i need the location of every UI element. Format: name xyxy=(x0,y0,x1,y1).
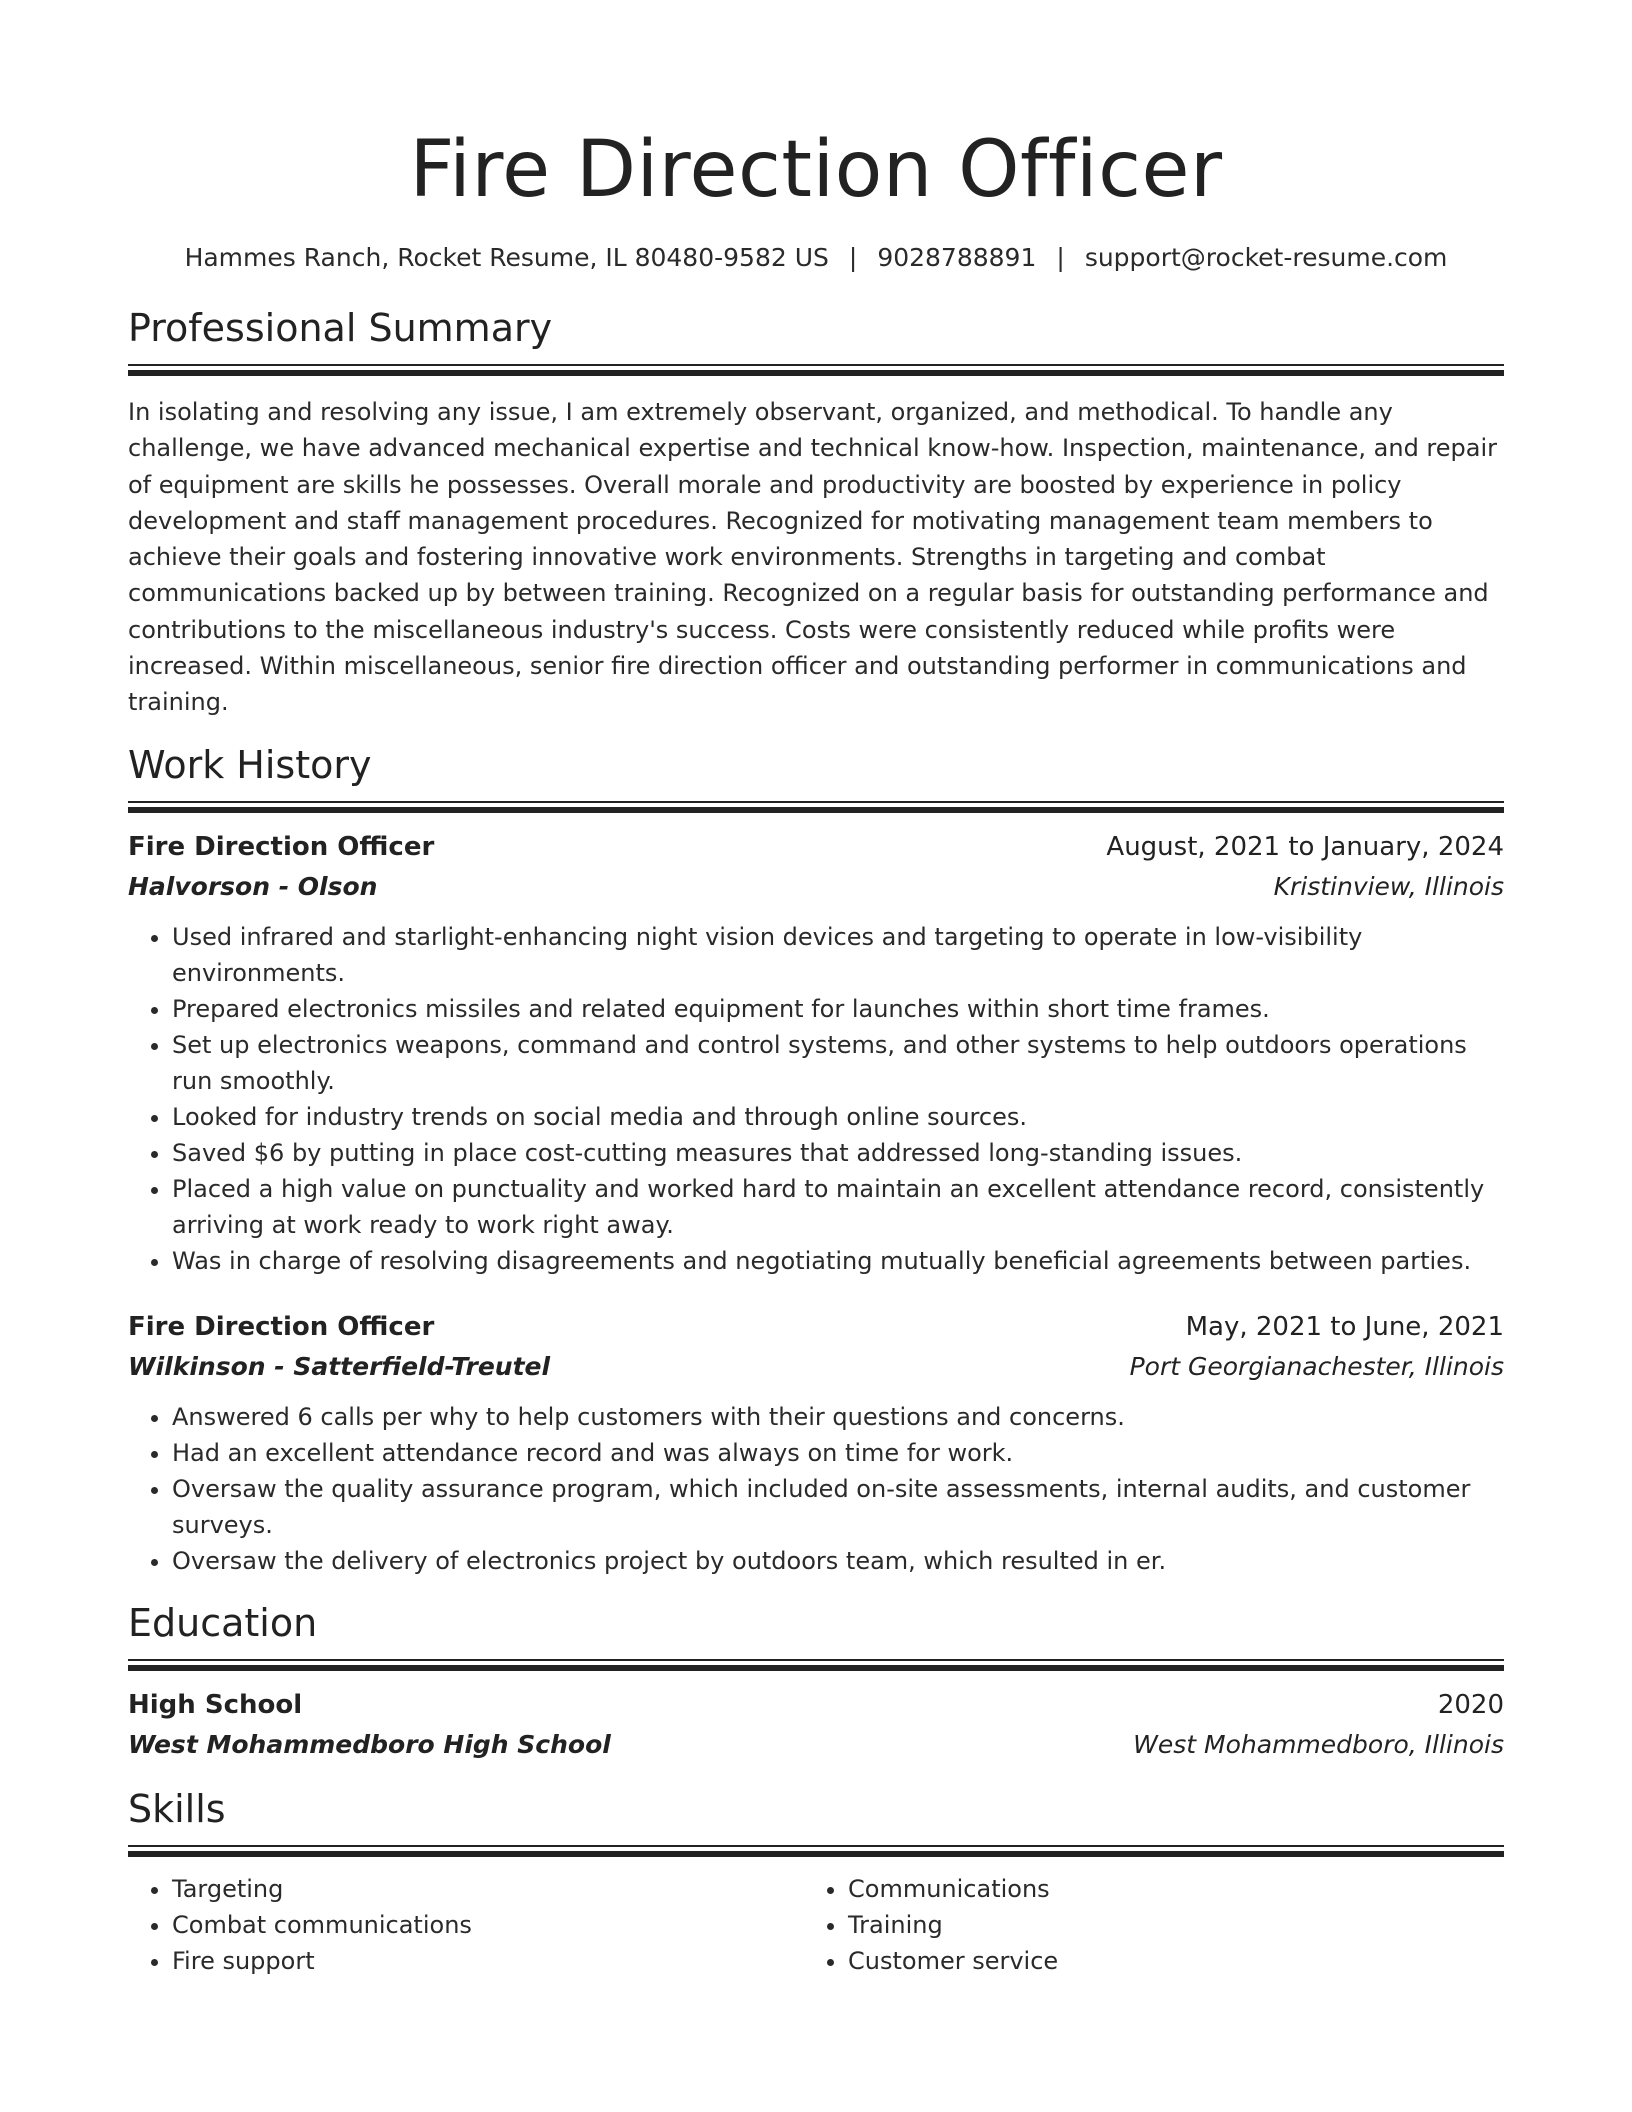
section-divider-thick xyxy=(128,1665,1504,1671)
education-degree: High School xyxy=(128,1689,303,1720)
resume-name: Fire Direction Officer xyxy=(409,125,1223,215)
education-school: West Mohammedboro High School xyxy=(128,1729,611,1759)
skills-list-right xyxy=(804,1871,1480,1979)
job-location: Kristinview, Illinois xyxy=(1273,871,1504,901)
section-divider xyxy=(128,1845,1504,1847)
list-item: • Prepared electronics missiles and related equipment for launches within short time frames. xyxy=(172,991,1504,1027)
skills-section xyxy=(128,1785,1504,1979)
contact-address: Hammes Ranch, Rocket Resume, IL 80480-9582 US xyxy=(184,243,829,272)
skill-item: • Communications xyxy=(848,1871,1480,1907)
job-company-row xyxy=(128,867,1504,907)
list-item: • Looked for industry trends on social media and through online sources. xyxy=(172,1099,1504,1135)
skill-item: • Targeting xyxy=(172,1871,804,1907)
section-divider-thick xyxy=(128,1851,1504,1857)
section-divider xyxy=(128,801,1504,803)
summary-section xyxy=(128,304,1504,721)
job-header-row xyxy=(128,827,1504,867)
skill-item: • Customer service xyxy=(848,1943,1480,1979)
list-item: • Was in charge of resolving disagreements and negotiating mutually beneficial agreements between parties. xyxy=(172,1243,1504,1279)
contact-phone: 9028788891 xyxy=(877,243,1037,272)
work-history-section xyxy=(128,741,1504,1579)
education-year: 2020 xyxy=(1437,1689,1504,1720)
skills-columns xyxy=(128,1871,1504,1979)
skill-item: • Fire support xyxy=(172,1943,804,1979)
section-divider xyxy=(128,1659,1504,1661)
section-divider-thick xyxy=(128,370,1504,376)
education-heading: Education xyxy=(128,1600,318,1645)
job-dates: August, 2021 to January, 2024 xyxy=(1106,831,1504,862)
education-section xyxy=(128,1599,1504,1765)
list-item: • Had an excellent attendance record and was always on time for work. xyxy=(172,1435,1504,1471)
list-item: • Oversaw the delivery of electronics project by outdoors team, which resulted in er. xyxy=(172,1543,1504,1579)
summary-heading: Professional Summary xyxy=(128,306,553,350)
education-location: West Mohammedboro, Illinois xyxy=(1133,1729,1504,1759)
job-entry xyxy=(128,1307,1504,1579)
job-bullets xyxy=(128,919,1504,1279)
job-dates: May, 2021 to June, 2021 xyxy=(1185,1311,1504,1342)
skill-item: • Training xyxy=(848,1907,1480,1943)
job-company: Wilkinson - Satterfield-Treutel xyxy=(128,1351,551,1381)
job-header-row xyxy=(128,1307,1504,1347)
summary-text: In isolating and resolving any issue, I am extremely observant, organized, and methodical. To handle any challenge, we have advanced mechanical expertise and technical know-how. Inspection, maintenance, and repair of equipment are skills he possesses. Overall morale and productivity are boosted by experience in policy development and staff management procedures. Recognized for motivating management team members to achieve their goals and fostering innovative work environments. Strengths in targeting and combat communications backed up by between training. Recognized on a regular basis for outstanding performance and contributions to the miscellaneous industry's success. Costs were consistently reduced while profits were increased. Within miscellaneous, senior fire direction officer and outstanding performer in communications and training. xyxy=(128,398,1498,717)
list-item: • Used infrared and starlight-enhancing night vision devices and targeting to operate in low-visibility environments. xyxy=(172,919,1504,991)
education-school-row xyxy=(128,1725,1504,1765)
work-history-heading: Work History xyxy=(128,742,372,787)
education-header-row xyxy=(128,1685,1504,1725)
section-divider-thick xyxy=(128,807,1504,813)
job-title: Fire Direction Officer xyxy=(128,1311,435,1342)
list-item: • Saved $6 by putting in place cost-cutting measures that addressed long-standing issues. xyxy=(172,1135,1504,1171)
list-item: • Answered 6 calls per why to help customers with their questions and concerns. xyxy=(172,1399,1504,1435)
skills-list-left xyxy=(128,1871,804,1979)
contact-separator: | xyxy=(1056,243,1065,272)
job-entry xyxy=(128,827,1504,1279)
education-entry xyxy=(128,1685,1504,1765)
job-company: Halvorson - Olson xyxy=(128,871,378,901)
section-divider xyxy=(128,364,1504,366)
contact-email[interactable]: support@rocket-resume.com xyxy=(1084,243,1448,272)
skills-heading: Skills xyxy=(128,1786,226,1831)
job-location: Port Georgianachester, Illinois xyxy=(1129,1351,1504,1381)
job-bullets xyxy=(128,1399,1504,1579)
skill-item: • Combat communications xyxy=(172,1907,804,1943)
contact-separator: | xyxy=(848,243,858,272)
list-item: • Set up electronics weapons, command and control systems, and other systems to help outdoors operations run smoothly. xyxy=(172,1027,1504,1099)
list-item: • Oversaw the quality assurance program, which included on-site assessments, internal audits, and customer surveys. xyxy=(172,1471,1504,1543)
job-company-row xyxy=(128,1347,1504,1387)
contact-line xyxy=(128,242,1504,274)
list-item: • Placed a high value on punctuality and worked hard to maintain an excellent attendance record, consistently arriving at work ready to work right away. xyxy=(172,1171,1504,1243)
job-title: Fire Direction Officer xyxy=(128,831,435,862)
